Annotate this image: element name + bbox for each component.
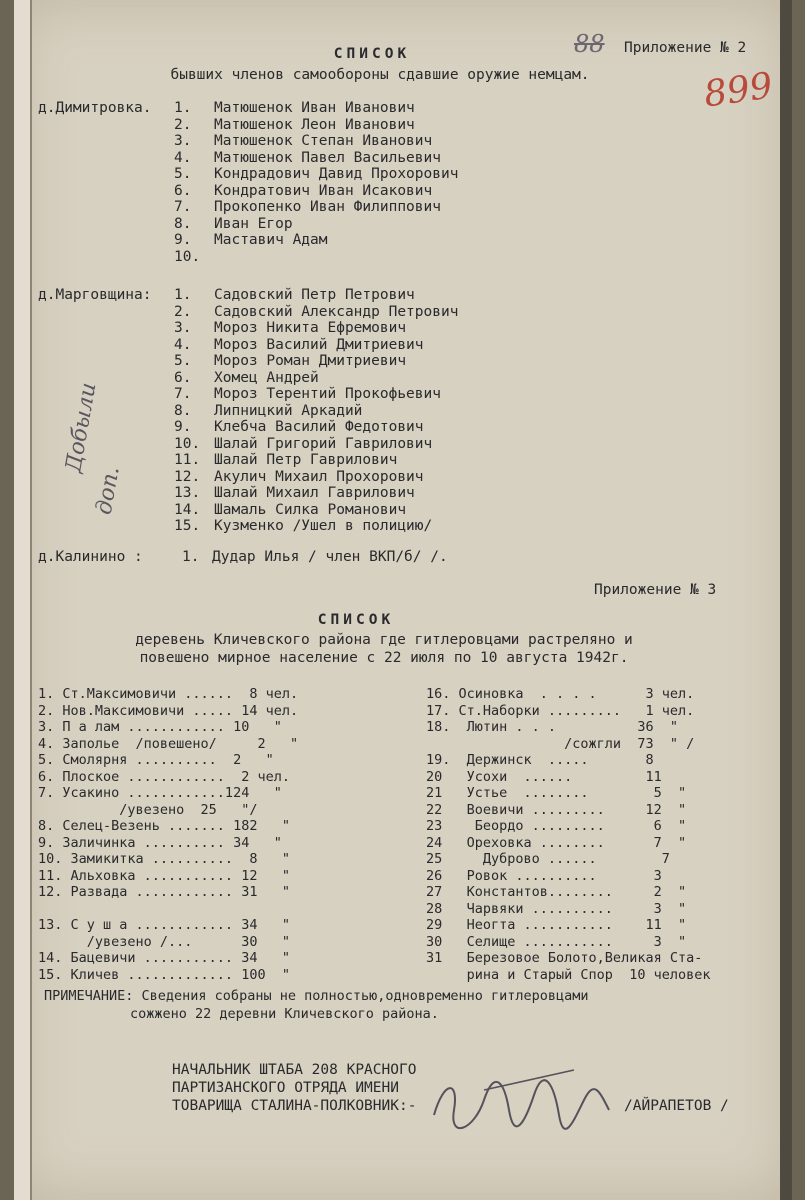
person-number: 8.	[174, 402, 192, 419]
village-row: 13. С у ш а ............ 34 "	[38, 917, 290, 933]
person-number: 2.	[174, 116, 192, 133]
village-row: 3. П а лам ............ 10 "	[38, 719, 282, 735]
village-row: 7. Усакино ............124 "	[38, 785, 282, 801]
village-row: 31 Березовое Болото,Великая Ста-	[426, 950, 703, 966]
person-number: 1.	[182, 549, 200, 565]
annex-3-label: Приложение № 3	[594, 582, 717, 598]
list1-title: СПИСОК	[333, 46, 411, 62]
list2-subtitle-line1: деревень Кличевского района где гитлеровцами растреляно и	[135, 632, 633, 648]
person-number: 12.	[174, 468, 201, 485]
village-row: 5. Смолярня .......... 2 "	[38, 752, 274, 768]
signature-line-2: ПАРТИЗАНСКОГО ОТРЯДА ИМЕНИ	[172, 1080, 399, 1096]
person-name: Иван Егор	[214, 215, 293, 232]
person-name: Маставич Адам	[214, 232, 328, 248]
person-name: Матюшенок Иван Иванович	[214, 100, 415, 116]
village-row: 8. Селец-Везень ....... 182 "	[38, 818, 290, 834]
person-number: 8.	[174, 215, 192, 232]
person-number: 6.	[174, 182, 192, 199]
person-number: 4.	[174, 149, 192, 166]
village-row: 1. Ст.Максимовичи ...... 8 чел.	[38, 686, 299, 702]
village-row: /сожгли 73 " /	[426, 735, 695, 752]
village-row: 25 Дуброво ...... 7	[426, 851, 670, 867]
signature-line-1: НАЧАЛЬНИК ШТАБА 208 КРАСНОГО	[172, 1062, 417, 1078]
village-name: д.Димитровка.	[38, 100, 152, 116]
village-row: /увезено 25 "/	[38, 801, 258, 818]
person-name: Хомец Андрей	[214, 369, 319, 386]
village-row: 22 Воевичи ......... 12 "	[426, 801, 687, 818]
person-number: 10.	[174, 435, 201, 452]
village-row: 6. Плоское ............ 2 чел.	[38, 768, 290, 785]
red-pencil-number: 899	[701, 65, 776, 116]
person-number: 15.	[174, 518, 201, 534]
person-number: 7.	[174, 386, 192, 402]
village-row: 23 Беордо ......... 6 "	[426, 818, 687, 834]
person-number: 3.	[174, 133, 192, 149]
archive-number: 88	[574, 30, 605, 58]
person-name: Шалай Петр Гаврилович	[214, 452, 398, 468]
person-number: 9.	[174, 419, 192, 435]
village-row: 27 Константов........ 2 "	[426, 884, 687, 900]
signature-line-3: ТОВАРИЩА СТАЛИНА-ПОЛКОВНИК:-	[172, 1098, 417, 1114]
village-row: 26 Ровок .......... 3	[426, 867, 662, 884]
village-row: 21 Устье ........ 5 "	[426, 785, 687, 801]
village-row: 30 Селище ........... 3 "	[426, 933, 687, 950]
person-number: 13.	[174, 485, 201, 501]
person-name: Липницкий Аркадий	[214, 402, 363, 419]
village-row: 15. Кличев ............. 100 "	[38, 966, 290, 983]
person-name: Клебча Василий Федотович	[214, 419, 424, 435]
person-name: Кузменко /Ушел в полицию/	[214, 518, 433, 534]
person-name: Шамаль Силка Романович	[214, 501, 407, 518]
person-number: 9.	[174, 232, 192, 248]
person-name: Мороз Василий Дмитриевич	[214, 336, 424, 353]
list2-subtitle-line2: повешено мирное население с 22 июля по 10 августа 1942г.	[139, 650, 629, 666]
village-row: 11. Альховка ........... 12 "	[38, 867, 290, 884]
village-row: 24 Ореховка ........ 7 "	[426, 834, 687, 851]
person-name: Мороз Роман Дмитриевич	[214, 353, 407, 369]
person-name: Шалай Михаил Гаврилович	[214, 485, 415, 501]
person-number: 1.	[174, 100, 192, 116]
binding-strip	[14, 0, 32, 1200]
person-name: Акулич Михаил Прохорович	[214, 468, 424, 485]
person-name: Матюшенок Степан Иванович	[214, 133, 433, 149]
person-number: 10.	[174, 248, 201, 265]
list1-subtitle: бывших членов самообороны сдавшие оружие немцам.	[170, 67, 590, 83]
person-name: Кондрадович Давид Прохорович	[214, 166, 459, 182]
village-row: 10. Замикитка .......... 8 "	[38, 851, 290, 867]
person-name: Садовский Петр Петрович	[214, 287, 415, 303]
village-row: 19. Держинск ..... 8	[426, 752, 654, 768]
village-row: 20 Усохи ...... 11	[426, 768, 662, 785]
person-number: 1.	[174, 287, 192, 303]
person-name: Кондратович Иван Исакович	[214, 182, 433, 199]
village-row: 29 Неогта ........... 11 "	[426, 917, 687, 933]
person-name: Матюшенок Павел Васильевич	[214, 149, 441, 166]
margin-note-1: Добыли	[61, 380, 102, 475]
note-line-1: ПРИМЕЧАНИЕ: Сведения собраны не полностью,одновременно гитлеровцами	[44, 988, 589, 1004]
village-row: 12. Развада ............ 31 "	[38, 884, 290, 900]
village-row: 9. Заличинка .......... 34 "	[38, 834, 282, 851]
document-page	[14, 0, 792, 1200]
village-row: 18. Лютин . . . 36 "	[426, 719, 678, 735]
village-row: рина и Старый Спор 10 человек	[426, 966, 711, 983]
page-edge	[780, 0, 792, 1200]
village-row: 2. Нов.Максимовичи ..... 14 чел.	[38, 702, 299, 719]
handwritten-signature	[424, 1060, 624, 1140]
person-name: Шалай Григорий Гаврилович	[214, 435, 433, 452]
annex-2-label: Приложение № 2	[624, 40, 747, 56]
person-number: 3.	[174, 320, 192, 336]
village-row: 4. Запольe /повешено/ 2 "	[38, 735, 299, 752]
person-name: Мороз Терентий Прокофьевич	[214, 386, 441, 402]
person-name: Прокопенко Иван Филиппович	[214, 199, 441, 215]
person-name: Мороз Никита Ефремович	[214, 320, 407, 336]
person-name: Дудар Илья / член ВКП/б/ /.	[212, 549, 448, 565]
person-name: Матюшенок Леон Иванович	[214, 116, 415, 133]
person-number: 2.	[174, 303, 192, 320]
village-name: д.Калинино :	[38, 549, 143, 565]
person-number: 14.	[174, 501, 201, 518]
village-row: 14. Бацевичи ........... 34 "	[38, 950, 290, 966]
village-row: 28 Чарвяки .......... 3 "	[426, 900, 687, 917]
person-number: 11.	[174, 452, 201, 468]
village-row: /увезено /... 30 "	[38, 933, 290, 950]
list2-title: СПИСОК	[317, 612, 395, 628]
village-row: 16. Осиновка . . . . 3 чел.	[426, 686, 695, 702]
note-line-2: сожжено 22 деревни Кличевского района.	[130, 1006, 439, 1022]
person-number: 5.	[174, 353, 192, 369]
village-row: 17. Ст.Наборки ......... 1 чел.	[426, 702, 695, 719]
person-number: 6.	[174, 369, 192, 386]
person-number: 7.	[174, 199, 192, 215]
margin-note-2: доп.	[91, 464, 125, 517]
person-number: 4.	[174, 336, 192, 353]
signature-name: /АЙРАПЕТОВ /	[624, 1098, 729, 1114]
person-number: 5.	[174, 166, 192, 182]
village-name: д.Марговщина:	[38, 287, 152, 303]
person-name: Садовский Александр Петрович	[214, 303, 459, 320]
